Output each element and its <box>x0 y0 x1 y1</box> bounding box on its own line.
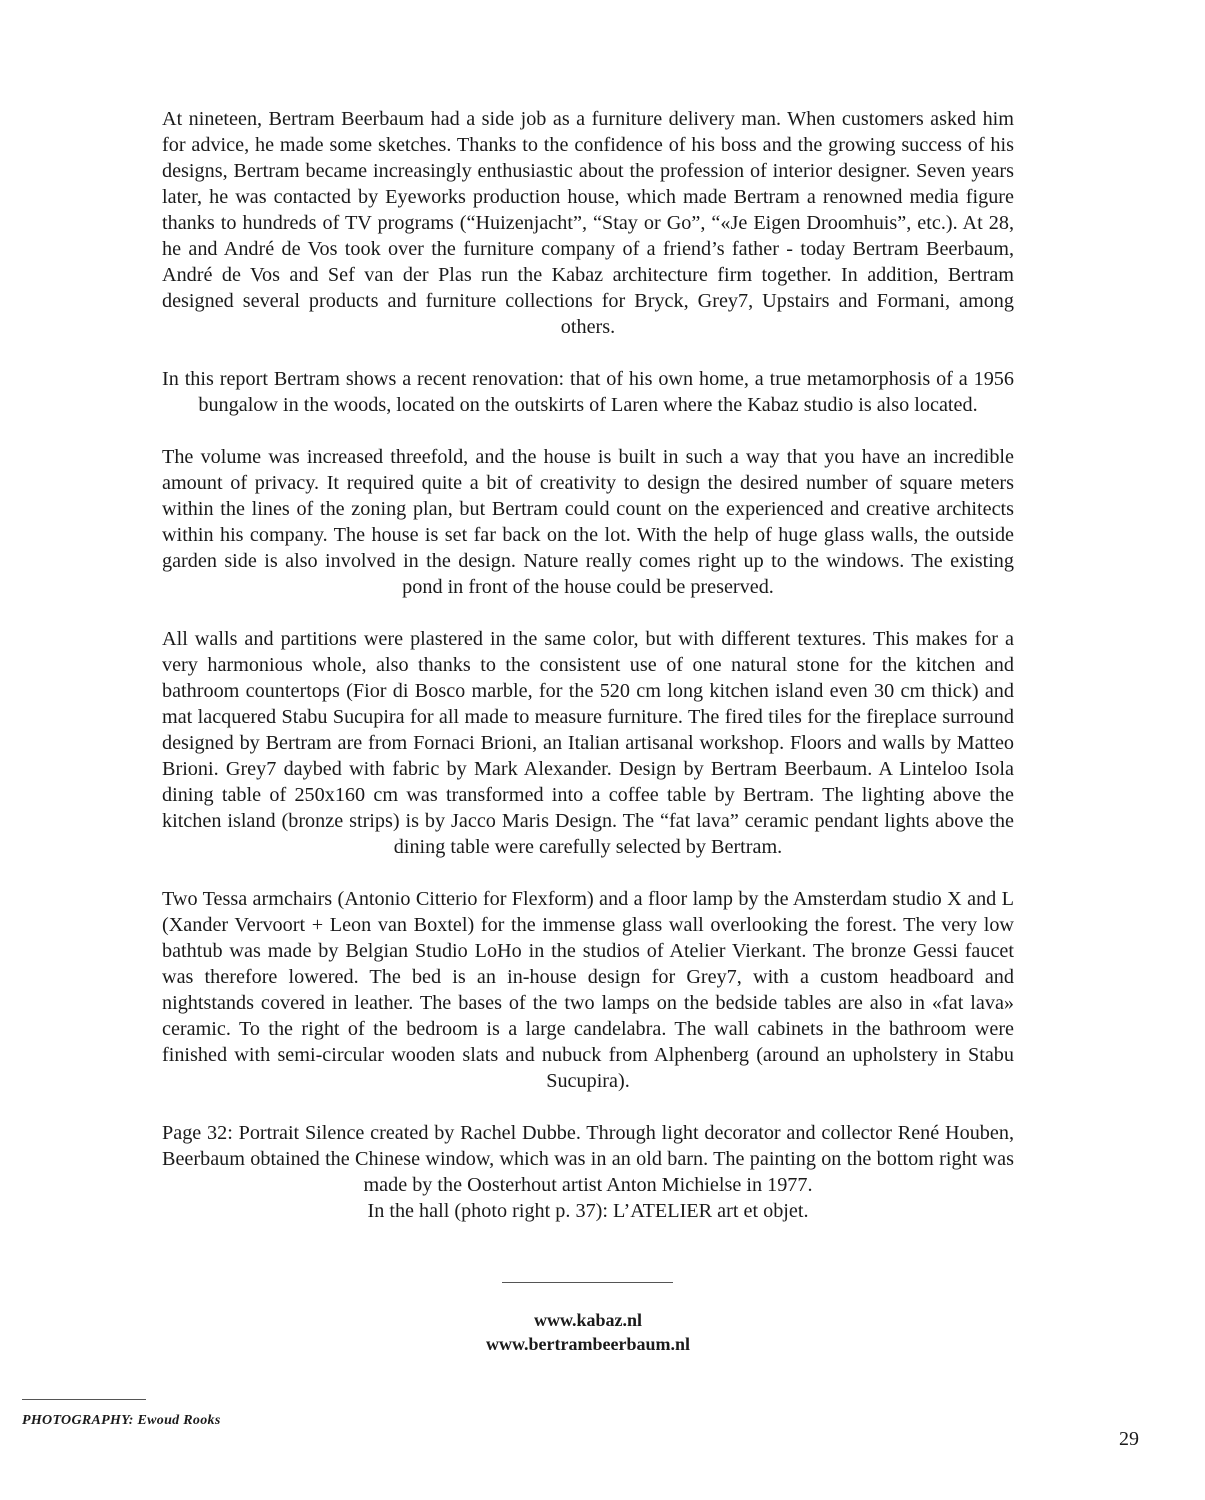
photography-credit: PHOTOGRAPHY: Ewoud Rooks <box>22 1413 221 1428</box>
article-body <box>162 106 1014 1224</box>
paragraph-materials: All walls and partitions were plastered in the same color, but with different textures. This makes for a very harmonious whole, also thanks to the consistent use of one natural stone for the kitchen and bathroom countertops (Fior di Bosco marble, for the 520 cm long kitchen island even 30 cm thick) and mat lacquered Stabu Sucupira for all made to measure furniture. The fired tiles for the fireplace surround designed by Bertram are from Fornaci Brioni, an Italian artisanal workshop. Floors and walls by Matteo Brioni. Grey7 daybed with fabric by Mark Alexander. Design by Bertram Beerbaum. A Linteloo Isola dining table of 250x160 cm was transformed into a coffee table by Bertram. The lighting above the kitchen island (bronze strips) is by Jacco Maris Design. The “fat lava” ceramic pendant lights above the dining table were carefully selected by Bertram. <box>162 628 1014 858</box>
page-number: 29 <box>1119 1428 1139 1450</box>
credit-divider <box>22 1399 146 1400</box>
website-links <box>300 1308 876 1356</box>
photo-notes <box>162 1120 1014 1224</box>
paragraph-intro: At nineteen, Bertram Beerbaum had a side job as a furniture delivery man. When customers asked him for advice, he made some sketches. Thanks to the confidence of his boss and the growing success of his designs, Bertram became increasingly enthusiastic about the profession of interior designer. Seven years later, he was contacted by Eyeworks production house, which made Bertram a renowned media figure thanks to hundreds of TV programs (“Huizenjacht”, “Stay or Go”, “«Je Eigen Droomhuis”, etc.). At 28, he and André de Vos took over the furniture company of a friend’s father - today Bertram Beerbaum, André de Vos and Sef van der Plas run the Kabaz architecture firm together. In addition, Bertram designed several products and furniture collections for Bryck, Grey7, Upstairs and Formani, among others. <box>162 108 1014 338</box>
paragraph-volume: The volume was increased threefold, and the house is built in such a way that you have an incredible amount of privacy. It required quite a bit of creativity to design the desired number of square meters within the lines of the zoning plan, but Bertram could count on the experienced and creative architects within his company. The house is set far back on the lot. With the help of huge glass walls, the outside garden side is also involved in the design. Nature really comes right up to the windows. The existing pond in front of the house could be preserved. <box>162 446 1014 598</box>
paragraph-furniture: Two Tessa armchairs (Antonio Citterio for Flexform) and a floor lamp by the Amsterdam studio X and L (Xander Vervoort + Leon van Boxtel) for the immense glass wall overlooking the forest. The very low bathtub was made by Belgian Studio LoHo in the studios of Atelier Vierkant. The bronze Gessi faucet was therefore lowered. The bed is an in-house design for Grey7, with a custom headboard and nightstands covered in leather. The bases of the two lamps on the bedside tables are also in «fat lava» ceramic. To the right of the bedroom is a large candelabra. The wall cabinets in the bathroom were finished with semi-circular wooden slats and nubuck from Alphenberg (around an upholstery in Stabu Sucupira). <box>162 888 1014 1092</box>
paragraph-renovation: In this report Bertram shows a recent renovation: that of his own home, a true metamorphosis of a 1956 bungalow in the woods, located on the outskirts of Laren where the Kabaz studio is also located. <box>162 368 1014 416</box>
section-divider <box>502 1282 673 1283</box>
link-bertrambeerbaum[interactable]: www.bertrambeerbaum.nl <box>486 1334 690 1354</box>
photo-note-hall: In the hall (photo right p. 37): L’ATELIER art et objet. <box>367 1200 809 1222</box>
link-kabaz[interactable]: www.kabaz.nl <box>533 1310 643 1330</box>
photo-note-page-32: Page 32: Portrait Silence created by Rachel Dubbe. Through light decorator and collector René Houben, Beerbaum obtained the Chinese window, which was in an old barn. The painting on the bottom right was made by the Oosterhout artist Anton Michielse in 1977. <box>162 1122 1014 1196</box>
